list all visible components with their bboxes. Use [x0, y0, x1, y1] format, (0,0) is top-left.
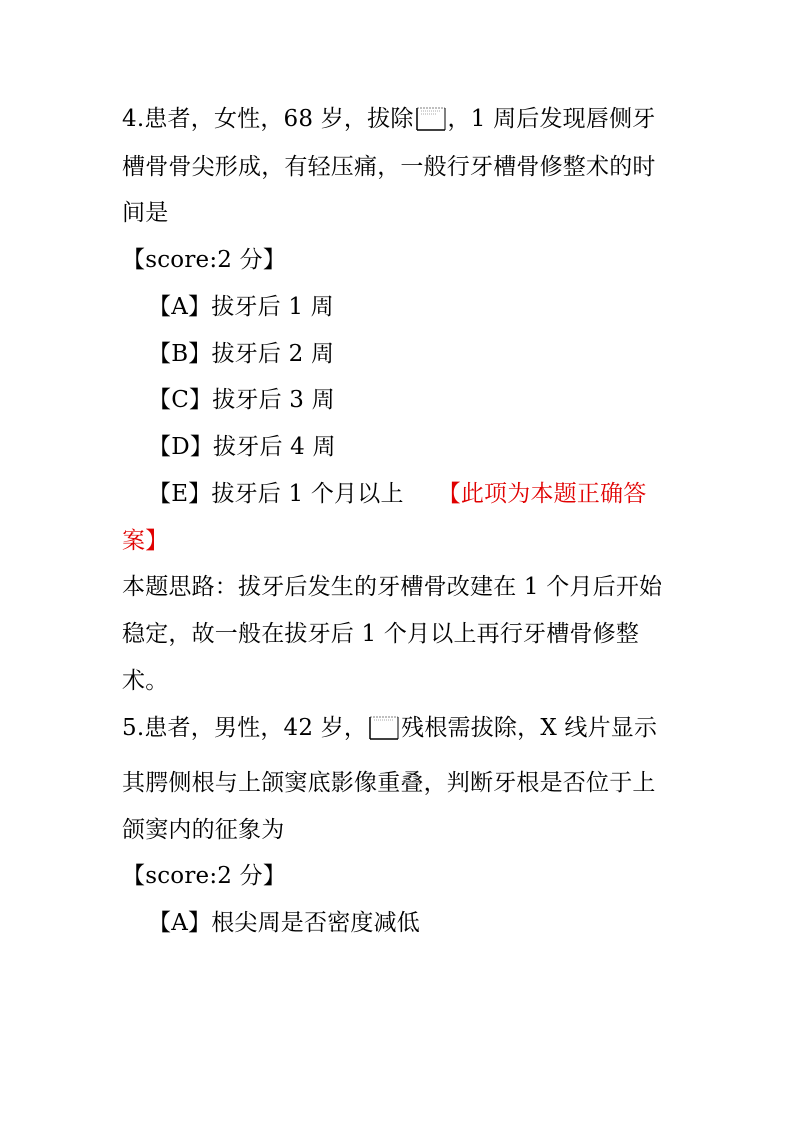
tooth-position-notation-icon	[369, 714, 399, 740]
question-4-stem-line-1	[122, 104, 655, 134]
question-4-option-d: 【D】拔牙后 4 周	[148, 434, 336, 460]
question-4-stem-line-2: 槽骨骨尖形成，有轻压痛，一般行牙槽骨修整术的时	[122, 154, 656, 180]
correct-answer-mark: 【此项为本题正确答	[437, 481, 647, 507]
question-4-explanation-line-3: 术。	[122, 668, 169, 694]
question-4-option-c: 【C】拔牙后 3 周	[148, 387, 335, 413]
question-4-option-e-line	[148, 479, 646, 509]
question-4-option-b: 【B】拔牙后 2 周	[148, 341, 335, 367]
question-5-stem-line-2: 其腭侧根与上颌窦底影像重叠，判断牙根是否位于上	[122, 770, 656, 796]
question-5-score: 【score:2 分】	[122, 863, 287, 889]
question-4-stem-text-a: 4.患者，女性，68 岁，拔除	[122, 106, 414, 132]
question-5-stem-text-b: 残根需拔除，X 线片显示	[401, 715, 658, 741]
question-4-score: 【score:2 分】	[122, 247, 287, 273]
tooth-position-notation-icon	[416, 105, 446, 131]
question-4-stem-line-3: 间是	[122, 200, 169, 226]
question-4-explanation-line-2: 稳定，故一般在拔牙后 1 个月以上再行牙槽骨修整	[122, 621, 640, 647]
question-5-stem-line-1	[122, 713, 657, 743]
question-5-stem-text-a: 5.患者，男性，42 岁，	[122, 715, 368, 741]
question-5-option-a: 【A】根尖周是否密度减低	[148, 910, 421, 936]
question-4-option-a: 【A】拔牙后 1 周	[148, 294, 334, 320]
question-4-option-e: 【E】拔牙后 1 个月以上	[148, 481, 404, 507]
correct-answer-mark-continued: 案】	[122, 528, 169, 554]
question-4-explanation-line-1: 本题思路：拔牙后发生的牙槽骨改建在 1 个月后开始	[122, 574, 663, 600]
question-5-stem-line-3: 颌窦内的征象为	[122, 817, 285, 843]
question-4-stem-text-b: ，1 周后发现唇侧牙	[447, 106, 656, 132]
